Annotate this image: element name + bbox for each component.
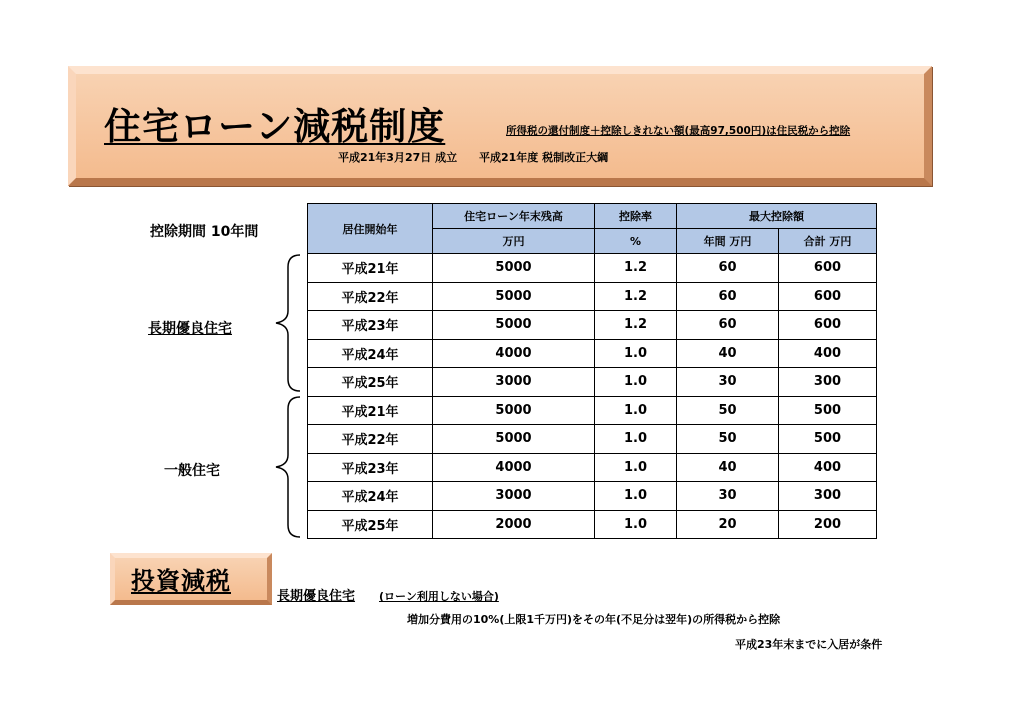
table-row: [308, 311, 877, 340]
cell-balance: 5000: [433, 254, 595, 283]
header-start-year: 居住開始年: [308, 204, 433, 254]
cell-rate: 1.0: [595, 482, 677, 511]
cell-rate: 1.2: [595, 254, 677, 283]
table-row: [308, 453, 877, 482]
cell-total: 600: [779, 311, 877, 340]
cell-total: 200: [779, 510, 877, 539]
cell-total: 600: [779, 254, 877, 283]
cell-total: 400: [779, 453, 877, 482]
cell-annual: 60: [677, 254, 779, 283]
cell-annual: 40: [677, 453, 779, 482]
cell-balance: 5000: [433, 425, 595, 454]
cell-year: 平成23年: [308, 453, 433, 482]
cell-balance: 3000: [433, 482, 595, 511]
cell-annual: 30: [677, 482, 779, 511]
cell-annual: 50: [677, 396, 779, 425]
cell-total: 500: [779, 425, 877, 454]
cell-total: 300: [779, 368, 877, 397]
cell-year: 平成24年: [308, 482, 433, 511]
cell-year: 平成24年: [308, 339, 433, 368]
table-row: [308, 425, 877, 454]
investment-subtitle: 長期優良住宅: [277, 589, 356, 604]
cell-balance: 3000: [433, 368, 595, 397]
table-row: [308, 482, 877, 511]
cell-balance: 5000: [433, 396, 595, 425]
title-banner-face: [76, 74, 924, 178]
cell-year: 平成25年: [308, 368, 433, 397]
header-max-total: 合計 万円: [779, 229, 877, 254]
cell-rate: 1.0: [595, 368, 677, 397]
investment-description: 増加分費用の10%(上限1千万円)をその年(不足分は翌年)の所得税から控除: [407, 613, 781, 626]
title-banner: [68, 66, 932, 186]
cell-balance: 4000: [433, 453, 595, 482]
long-term-brace: [270, 253, 306, 393]
cell-total: 400: [779, 339, 877, 368]
cell-rate: 1.0: [595, 339, 677, 368]
investment-subtitle-note: (ローン利用しない場合): [379, 590, 499, 603]
deduction-period-label: 控除期間 10年間: [150, 224, 259, 240]
header-rate: 控除率: [595, 204, 677, 229]
table-row: [308, 254, 877, 283]
cell-year: 平成23年: [308, 311, 433, 340]
tax-reform-label: 平成21年度 税制改正大綱: [478, 151, 609, 164]
table-row: [308, 282, 877, 311]
cell-year: 平成21年: [308, 396, 433, 425]
general-brace: [270, 395, 306, 539]
cell-annual: 60: [677, 282, 779, 311]
cell-rate: 1.0: [595, 453, 677, 482]
cell-balance: 5000: [433, 311, 595, 340]
table-row: [308, 396, 877, 425]
table-row: [308, 339, 877, 368]
cell-annual: 40: [677, 339, 779, 368]
investment-banner: [110, 553, 272, 605]
cell-balance: 4000: [433, 339, 595, 368]
cell-rate: 1.0: [595, 510, 677, 539]
investment-subtitle-line: [277, 585, 547, 604]
header-rate-unit: %: [595, 229, 677, 254]
cell-year: 平成21年: [308, 254, 433, 283]
cell-rate: 1.0: [595, 425, 677, 454]
cell-annual: 60: [677, 311, 779, 340]
general-housing-label: 一般住宅: [164, 463, 220, 479]
enactment-date: 平成21年3月27日 成立: [338, 151, 458, 164]
long-term-housing-label: 長期優良住宅: [148, 321, 232, 337]
cell-year: 平成22年: [308, 425, 433, 454]
title-note: 所得税の還付制度＋控除しきれない額(最高97,500円)は住民税から控除: [506, 125, 851, 137]
page-title: 住宅ローン減税制度: [104, 105, 446, 148]
investment-title: 投資減税: [131, 567, 231, 595]
header-max-year: 年間 万円: [677, 229, 779, 254]
cell-annual: 30: [677, 368, 779, 397]
header-balance: 住宅ローン年末残高: [433, 204, 595, 229]
cell-year: 平成22年: [308, 282, 433, 311]
deduction-table: [307, 203, 877, 539]
header-max-deduction: 最大控除額: [677, 204, 877, 229]
investment-condition: 平成23年末までに入居が条件: [735, 638, 883, 651]
cell-annual: 20: [677, 510, 779, 539]
cell-rate: 1.2: [595, 311, 677, 340]
cell-rate: 1.0: [595, 396, 677, 425]
enactment-line: [338, 149, 626, 165]
cell-rate: 1.2: [595, 282, 677, 311]
cell-total: 500: [779, 396, 877, 425]
table-row: [308, 368, 877, 397]
cell-year: 平成25年: [308, 510, 433, 539]
cell-annual: 50: [677, 425, 779, 454]
cell-total: 300: [779, 482, 877, 511]
cell-balance: 5000: [433, 282, 595, 311]
cell-balance: 2000: [433, 510, 595, 539]
table-row: [308, 510, 877, 539]
cell-total: 600: [779, 282, 877, 311]
header-balance-unit: 万円: [433, 229, 595, 254]
